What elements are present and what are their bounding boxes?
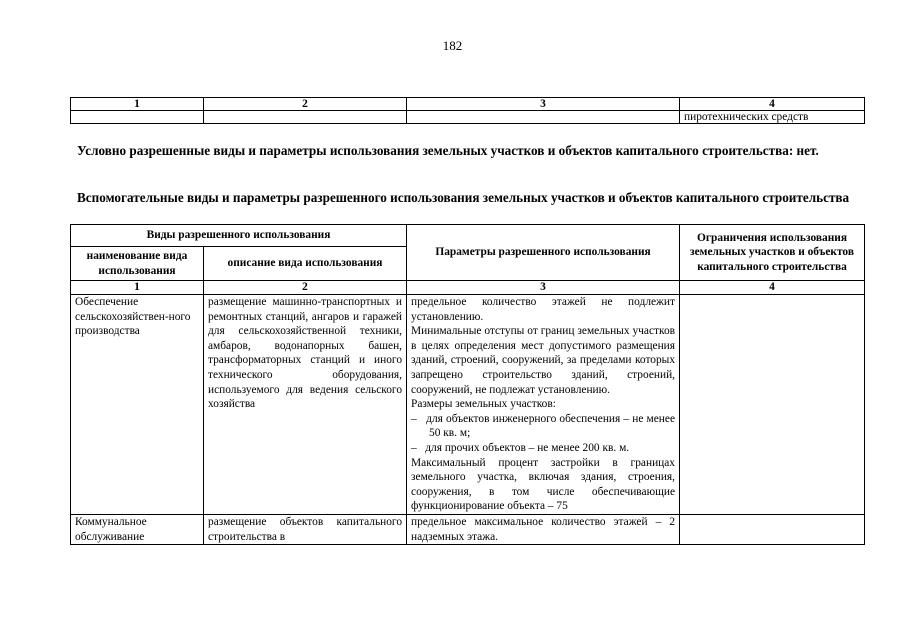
column-number: 1 (71, 98, 204, 111)
permitted-uses-group-header: Виды разрешенного использования (71, 225, 407, 247)
column-number: 3 (407, 281, 680, 295)
params-bullet: – для объектов инженерного обеспечения – не менее 50 кв. м; (411, 412, 676, 440)
table-row (71, 295, 865, 515)
parameters-cell: предельное максимальное количество этажей – 2 надземных этажа. (407, 514, 680, 544)
use-description-cell: размещение машинно-транспортных и ремонтных станций, ангаров и гаражей для сельскохозяйственной техники, амбаров, водонапорных башен, трансформаторных станций и иного технического оборудования, используемого для ведения сельского хозяйства (204, 295, 407, 515)
use-name-cell: Коммунальное обслуживание (71, 514, 204, 544)
limitations-cell (680, 514, 865, 544)
column-number: 3 (407, 98, 680, 111)
table-row (71, 514, 865, 544)
parameters-cell (407, 295, 680, 515)
page-number: 182 (442, 38, 463, 53)
column-number: 1 (71, 281, 204, 295)
column-number: 2 (204, 98, 407, 111)
conditional-uses-heading: Условно разрешенные виды и параметры использования земельных участков и объектов капитального строительства: нет. (77, 143, 819, 158)
use-description-column-header: описание вида использования (204, 247, 407, 281)
params-plot-sizes-label: Размеры земельных участков: (411, 398, 556, 411)
table-row (71, 111, 865, 124)
table-header-row (71, 98, 865, 111)
column-number: 4 (680, 98, 865, 111)
params-setbacks: Минимальные отступы от границ земельных участков в целях определения мест допустимого размещения зданий, строений, сооружений, за пределами которых запрещено строительство зданий, строений, сооружений, не подлежат установлению. (411, 325, 676, 396)
parameters-column-header: Параметры разрешенного использования (407, 225, 680, 281)
params-max-coverage: Максимальный процент застройки в границах земельного участка, включая здания, строения, сооружения, в том числе обеспечивающие функционирование объекта – 75 (411, 456, 676, 513)
top-table (70, 97, 865, 124)
column-numbers-row (71, 281, 865, 295)
use-description-cell: размещение объектов капитального строительства в (204, 514, 407, 544)
table-header-row (71, 225, 865, 247)
column-number: 2 (204, 281, 407, 295)
table-cell (71, 111, 204, 124)
land-use-table (70, 224, 865, 545)
params-floors: предельное количество этажей не подлежит установлению. (411, 296, 676, 323)
table-cell (407, 111, 680, 124)
column-number: 4 (680, 281, 865, 295)
auxiliary-uses-heading: Вспомогательные виды и параметры разрешенного использования земельных участков и объектов капитального строительства (77, 190, 850, 205)
table-cell (204, 111, 407, 124)
params-bullet: – для прочих объектов – не менее 200 кв. м. (411, 441, 630, 454)
use-name-cell: Обеспечение сельскохозяйствен-ного производства (71, 295, 204, 515)
table-cell: пиротехнических средств (680, 111, 865, 124)
limitations-column-header: Ограничения использования земельных участков и объектов капитального строительства (680, 225, 865, 281)
use-name-column-header: наименование вида использования (71, 247, 204, 281)
limitations-cell (680, 295, 865, 515)
